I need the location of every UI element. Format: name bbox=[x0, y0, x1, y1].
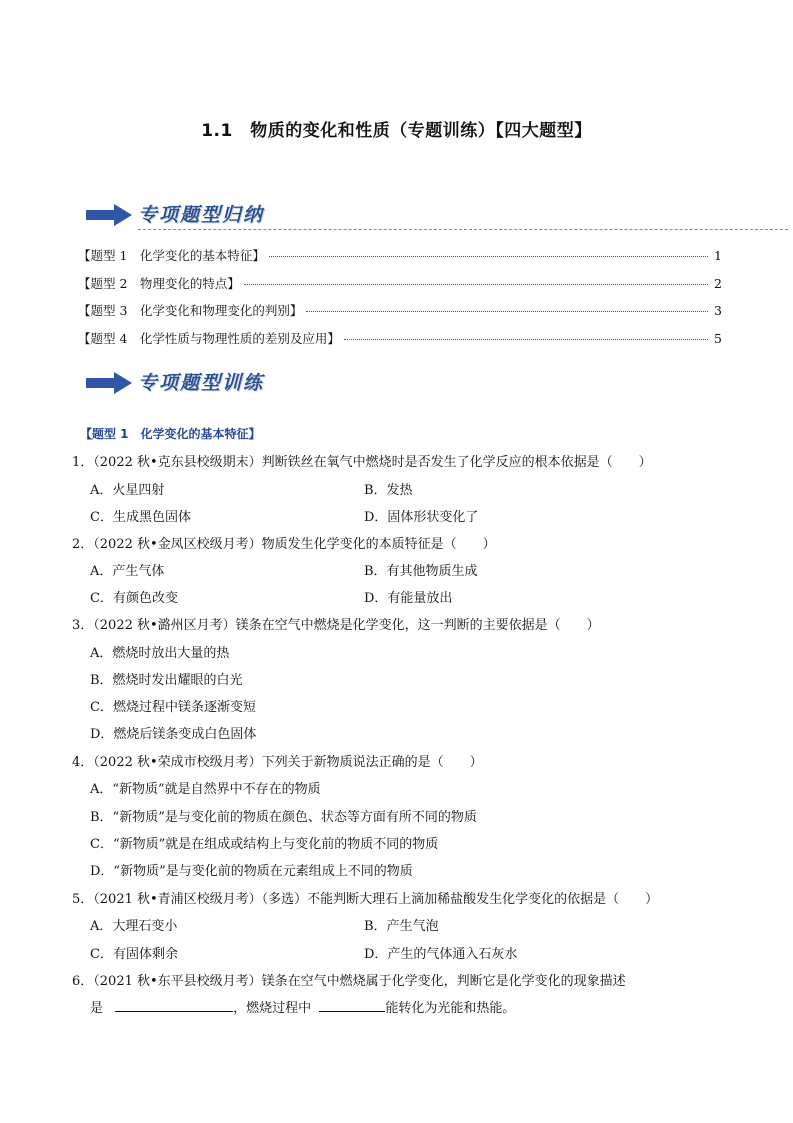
fill-text: 能转化为光能和热能。 bbox=[385, 1001, 516, 1016]
option-a[interactable]: A．火星四射 bbox=[90, 483, 165, 498]
option-a[interactable]: A．大理石变小 bbox=[90, 919, 178, 934]
option-c[interactable]: C．“新物质”就是在组成或结构上与变化前的物质不同的物质 bbox=[90, 837, 439, 852]
option-b[interactable]: B．“新物质”是与变化前的物质在颜色、状态等方面有所不同的物质 bbox=[90, 810, 477, 825]
option-b[interactable]: B．发热 bbox=[364, 483, 413, 498]
option-a[interactable]: A．“新物质”就是自然界中不存在的物质 bbox=[90, 782, 321, 797]
option-b[interactable]: B．燃烧时发出耀眼的白光 bbox=[90, 673, 243, 688]
fill-text: 是 bbox=[90, 1001, 104, 1016]
page-title: 1.1 物质的变化和性质（专题训练）【四大题型】 bbox=[201, 121, 592, 141]
toc-leader bbox=[244, 284, 708, 285]
toc-page-number: 1 bbox=[714, 248, 722, 263]
option-d[interactable]: D．产生的气体通入石灰水 bbox=[364, 947, 518, 962]
option-b[interactable]: B．有其他物质生成 bbox=[364, 564, 478, 579]
option-c[interactable]: C．生成黑色固体 bbox=[90, 510, 191, 525]
option-b[interactable]: B．产生气泡 bbox=[364, 919, 439, 934]
fill-in-line bbox=[90, 997, 515, 1016]
option-a[interactable]: A．燃烧时放出大量的热 bbox=[90, 646, 230, 661]
question-stem: 3．（2022 秋•潞州区月考）镁条在空气中燃烧是化学变化，这一判断的主要依据是（ ） bbox=[72, 618, 600, 633]
question-stem: 2．（2022 秋•金凤区校级月考）物质发生化学变化的本质特征是（ ） bbox=[72, 537, 496, 552]
fill-text: ，燃烧过程中 bbox=[233, 1001, 312, 1016]
toc-item[interactable] bbox=[78, 246, 722, 274]
question-stem: 6．（2021 秋•东平县校级月考）镁条在空气中燃烧属于化学变化，判断它是化学变化的现象描述 bbox=[72, 974, 626, 989]
option-d[interactable]: D．燃烧后镁条变成白色固体 bbox=[90, 727, 257, 742]
option-d[interactable]: D．有能量放出 bbox=[364, 591, 453, 606]
answer-blank[interactable] bbox=[319, 999, 385, 1012]
question-stem: 5．（2021 秋•青浦区校级月考）（多选）不能判断大理石上滴加稀盐酸发生化学变化的依据是（ ） bbox=[72, 892, 659, 907]
option-d[interactable]: D．固体形状变化了 bbox=[364, 510, 479, 525]
section-header-summary bbox=[86, 200, 706, 232]
toc-page-number: 3 bbox=[714, 303, 722, 318]
toc-page-number: 2 bbox=[714, 275, 722, 291]
section-header-training bbox=[86, 368, 706, 400]
option-c[interactable]: C．有颜色改变 bbox=[90, 591, 178, 606]
toc-item[interactable] bbox=[78, 329, 722, 357]
option-d[interactable]: D．“新物质”是与变化前的物质在元素组成上不同的物质 bbox=[90, 864, 413, 879]
toc-leader bbox=[344, 339, 708, 340]
option-a[interactable]: A．产生气体 bbox=[90, 564, 165, 579]
section-divider bbox=[138, 229, 788, 230]
toc-leader bbox=[306, 311, 708, 312]
answer-blank[interactable] bbox=[115, 999, 233, 1012]
toc-item[interactable] bbox=[78, 301, 722, 329]
question-stem: 1．（2022 秋•克东县校级期末）判断铁丝在氧气中燃烧时是否发生了化学反应的根本依据是（ ） bbox=[72, 455, 652, 470]
toc-item-label: 【题型 1 化学变化的基本特征】 bbox=[78, 248, 265, 263]
toc-item-label: 【题型 4 化学性质与物理性质的差别及应用】 bbox=[78, 330, 340, 346]
arrow-right-icon bbox=[86, 372, 132, 394]
toc-item-label: 【题型 2 物理变化的特点】 bbox=[78, 275, 240, 291]
section-label: 专项题型归纳 bbox=[138, 204, 265, 226]
toc-leader bbox=[269, 256, 708, 257]
section-label: 专项题型训练 bbox=[138, 372, 265, 394]
toc-page-number: 5 bbox=[714, 330, 722, 346]
arrow-right-icon bbox=[86, 204, 132, 226]
question-type-heading: 【题型 1 化学变化的基本特征】 bbox=[80, 427, 261, 441]
toc-item[interactable] bbox=[78, 274, 722, 302]
option-c[interactable]: C．燃烧过程中镁条逐渐变短 bbox=[90, 700, 256, 715]
question-stem: 4．（2022 秋•荣成市校级月考）下列关于新物质说法正确的是（ ） bbox=[72, 755, 483, 770]
toc-item-label: 【题型 3 化学变化和物理变化的判别】 bbox=[78, 303, 303, 318]
table-of-contents bbox=[78, 246, 722, 356]
option-c[interactable]: C．有固体剩余 bbox=[90, 947, 178, 962]
